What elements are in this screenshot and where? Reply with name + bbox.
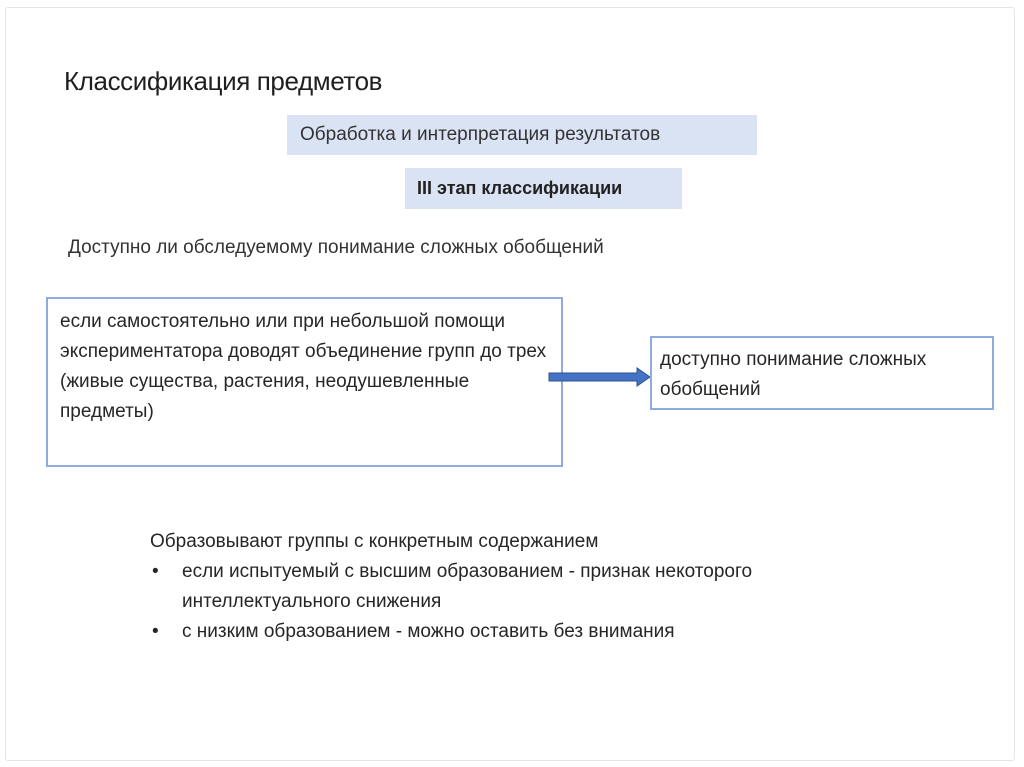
stage-label: Обработка и интерпретация результатов <box>287 115 757 155</box>
result-text: доступно понимание сложных обобщений <box>660 349 927 400</box>
bullet-icon: • <box>152 561 159 582</box>
notes-block <box>150 527 910 647</box>
list-item-text: с низким образованием - можно оставить без внимания <box>182 621 675 642</box>
condition-box <box>46 297 563 467</box>
notes-list <box>150 557 910 647</box>
question-text: Доступно ли обследуемому понимание сложных обобщений <box>68 237 604 258</box>
slide-title: Классификация предметов <box>64 66 383 96</box>
condition-text: если самостоятельно или при небольшой помощи экспериментатора доводят объединение групп до трех (живые существа, растения, неодушевленные предметы) <box>60 311 547 422</box>
list-item <box>150 617 910 647</box>
list-item <box>150 557 910 617</box>
bullet-icon: • <box>152 621 159 642</box>
list-item-text: если испытуемый с высшим образованием - признак некоторого интеллектуального снижения <box>182 561 753 612</box>
arrow-shape <box>549 368 650 386</box>
result-box <box>650 336 994 410</box>
right-arrow-icon <box>548 367 652 387</box>
step-label: III этап классификации <box>405 168 682 209</box>
notes-lead: Образовывают группы с конкретным содержанием <box>150 531 599 552</box>
